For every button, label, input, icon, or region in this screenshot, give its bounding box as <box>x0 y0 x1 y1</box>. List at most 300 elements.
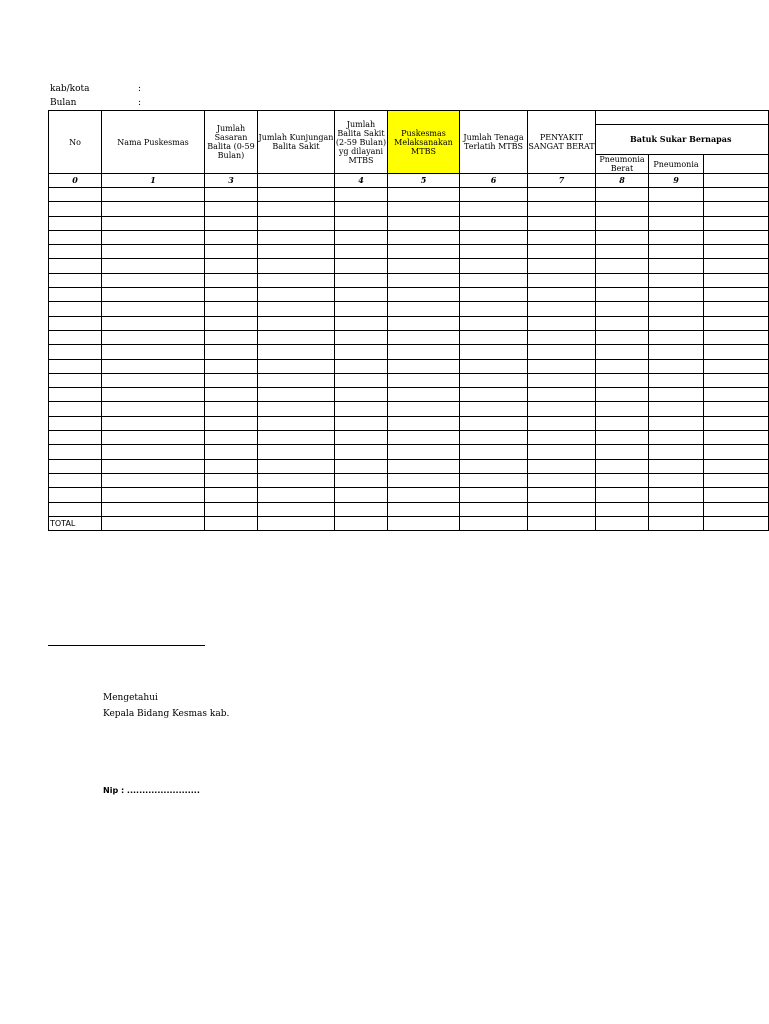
table-cell[interactable] <box>49 330 102 344</box>
table-cell[interactable] <box>460 445 528 459</box>
table-cell[interactable] <box>704 316 769 330</box>
table-cell[interactable] <box>205 273 258 287</box>
table-cell[interactable] <box>528 488 596 502</box>
table-cell[interactable] <box>596 202 649 216</box>
table-row <box>49 388 769 402</box>
table-cell[interactable] <box>649 273 704 287</box>
table-row <box>49 230 769 244</box>
table-cell[interactable] <box>49 502 102 516</box>
table-cell[interactable] <box>388 445 460 459</box>
table-cell[interactable] <box>528 431 596 445</box>
table-cell[interactable] <box>258 302 335 316</box>
table-cell[interactable] <box>596 359 649 373</box>
table-cell[interactable] <box>649 245 704 259</box>
table-cell[interactable] <box>258 259 335 273</box>
table-cell[interactable] <box>388 373 460 387</box>
table-cell[interactable] <box>596 416 649 430</box>
col-header-puskesmas-mtbs: Puskesmas Melaksanakan MTBS <box>388 111 460 174</box>
table-cell[interactable] <box>596 330 649 344</box>
table-row <box>49 488 769 502</box>
table-cell[interactable] <box>704 373 769 387</box>
col-header-tenaga-terlatih: Jumlah Tenaga Terlatih MTBS <box>460 111 528 174</box>
table-cell[interactable] <box>258 273 335 287</box>
table-row <box>49 330 769 344</box>
table-cell[interactable] <box>649 488 704 502</box>
table-cell[interactable] <box>704 188 769 202</box>
table-cell[interactable] <box>528 302 596 316</box>
table-cell[interactable] <box>460 459 528 473</box>
table-cell[interactable] <box>335 373 388 387</box>
table-cell[interactable] <box>102 459 205 473</box>
table-cell[interactable] <box>205 345 258 359</box>
table-cell[interactable] <box>388 202 460 216</box>
table-cell[interactable] <box>205 302 258 316</box>
table-cell[interactable] <box>388 431 460 445</box>
table-cell[interactable] <box>460 416 528 430</box>
table-cell[interactable] <box>388 273 460 287</box>
table-cell[interactable] <box>704 202 769 216</box>
table-cell[interactable] <box>335 488 388 502</box>
table-cell[interactable] <box>388 473 460 487</box>
table-cell[interactable] <box>704 288 769 302</box>
table-cell[interactable] <box>528 202 596 216</box>
table-cell[interactable] <box>49 245 102 259</box>
table-cell[interactable] <box>102 345 205 359</box>
table-cell[interactable] <box>102 245 205 259</box>
total-cell <box>335 516 388 530</box>
table-cell[interactable] <box>460 302 528 316</box>
kab-kota-label: kab/kota <box>50 84 90 94</box>
table-cell[interactable] <box>388 245 460 259</box>
table-cell[interactable] <box>649 188 704 202</box>
table-cell[interactable] <box>596 402 649 416</box>
table-cell[interactable] <box>704 502 769 516</box>
table-cell[interactable] <box>528 388 596 402</box>
table-cell[interactable] <box>258 431 335 445</box>
table-cell[interactable] <box>102 388 205 402</box>
table-cell[interactable] <box>596 345 649 359</box>
table-cell[interactable] <box>205 473 258 487</box>
table-cell[interactable] <box>335 230 388 244</box>
table-cell[interactable] <box>102 302 205 316</box>
table-cell[interactable] <box>528 245 596 259</box>
table-cell[interactable] <box>205 416 258 430</box>
table-cell[interactable] <box>649 216 704 230</box>
table-cell[interactable] <box>335 445 388 459</box>
table-cell[interactable] <box>335 302 388 316</box>
table-cell[interactable] <box>649 259 704 273</box>
table-cell[interactable] <box>49 316 102 330</box>
table-cell[interactable] <box>649 202 704 216</box>
kab-kota-colon: : <box>138 84 142 94</box>
table-cell[interactable] <box>335 188 388 202</box>
table-cell[interactable] <box>704 273 769 287</box>
table-cell[interactable] <box>335 316 388 330</box>
table-cell[interactable] <box>704 245 769 259</box>
index-cell <box>258 174 335 188</box>
table-cell[interactable] <box>460 473 528 487</box>
table-cell[interactable] <box>596 459 649 473</box>
table-cell[interactable] <box>258 402 335 416</box>
col-header-no: No <box>49 111 102 174</box>
table-cell[interactable] <box>258 245 335 259</box>
table-cell[interactable] <box>704 359 769 373</box>
table-cell[interactable] <box>102 431 205 445</box>
col-header-pneumonia-berat: Pneumonia Berat <box>596 155 649 174</box>
table-cell[interactable] <box>205 402 258 416</box>
table-cell[interactable] <box>388 316 460 330</box>
table-cell[interactable] <box>205 230 258 244</box>
table-cell[interactable] <box>49 416 102 430</box>
table-cell[interactable] <box>335 202 388 216</box>
table-cell[interactable] <box>205 188 258 202</box>
table-cell[interactable] <box>649 402 704 416</box>
table-cell[interactable] <box>528 502 596 516</box>
table-cell[interactable] <box>102 488 205 502</box>
table-cell[interactable] <box>460 373 528 387</box>
table-cell[interactable] <box>49 388 102 402</box>
table-cell[interactable] <box>49 202 102 216</box>
total-cell <box>596 516 649 530</box>
table-cell[interactable] <box>102 502 205 516</box>
table-cell[interactable] <box>205 445 258 459</box>
table-cell[interactable] <box>388 488 460 502</box>
bulan-label: Bulan <box>50 98 77 108</box>
table-cell[interactable] <box>102 216 205 230</box>
table-cell[interactable] <box>704 330 769 344</box>
table-cell[interactable] <box>258 202 335 216</box>
total-cell <box>388 516 460 530</box>
table-cell[interactable] <box>102 359 205 373</box>
table-cell[interactable] <box>49 488 102 502</box>
table-cell[interactable] <box>335 245 388 259</box>
table-cell[interactable] <box>704 216 769 230</box>
table-cell[interactable] <box>335 330 388 344</box>
table-cell[interactable] <box>258 473 335 487</box>
table-cell[interactable] <box>460 488 528 502</box>
index-cell: 6 <box>460 174 528 188</box>
table-cell[interactable] <box>649 473 704 487</box>
table-cell[interactable] <box>704 431 769 445</box>
total-row <box>49 516 769 530</box>
table-cell[interactable] <box>528 230 596 244</box>
table-cell[interactable] <box>649 416 704 430</box>
table-cell[interactable] <box>102 330 205 344</box>
table-cell[interactable] <box>460 188 528 202</box>
table-cell[interactable] <box>528 188 596 202</box>
table-row <box>49 302 769 316</box>
header-spacer <box>596 111 769 125</box>
table-cell[interactable] <box>460 402 528 416</box>
table-cell[interactable] <box>102 259 205 273</box>
table-cell[interactable] <box>528 373 596 387</box>
total-cell <box>649 516 704 530</box>
table-cell[interactable] <box>258 488 335 502</box>
table-cell[interactable] <box>335 459 388 473</box>
table-cell[interactable] <box>528 459 596 473</box>
table-row <box>49 259 769 273</box>
table-cell[interactable] <box>704 459 769 473</box>
table-cell[interactable] <box>258 388 335 402</box>
table-cell[interactable] <box>596 188 649 202</box>
table-cell[interactable] <box>649 288 704 302</box>
table-cell[interactable] <box>596 259 649 273</box>
table-cell[interactable] <box>258 188 335 202</box>
table-body <box>49 188 769 517</box>
table-cell[interactable] <box>205 245 258 259</box>
table-row <box>49 245 769 259</box>
table-cell[interactable] <box>102 230 205 244</box>
table-cell[interactable] <box>460 316 528 330</box>
table-cell[interactable] <box>596 431 649 445</box>
table-cell[interactable] <box>102 373 205 387</box>
table-cell[interactable] <box>388 502 460 516</box>
table-cell[interactable] <box>388 330 460 344</box>
table-cell[interactable] <box>528 345 596 359</box>
table-cell[interactable] <box>596 373 649 387</box>
table-cell[interactable] <box>258 373 335 387</box>
table-cell[interactable] <box>102 188 205 202</box>
table-cell[interactable] <box>460 259 528 273</box>
table-cell[interactable] <box>258 216 335 230</box>
table-cell[interactable] <box>460 330 528 344</box>
table-cell[interactable] <box>258 359 335 373</box>
table-cell[interactable] <box>649 316 704 330</box>
table-cell[interactable] <box>205 330 258 344</box>
table-cell[interactable] <box>335 359 388 373</box>
table-cell[interactable] <box>49 302 102 316</box>
table-cell[interactable] <box>649 431 704 445</box>
table-cell[interactable] <box>258 445 335 459</box>
table-cell[interactable] <box>49 216 102 230</box>
table-cell[interactable] <box>205 431 258 445</box>
table-cell[interactable] <box>388 216 460 230</box>
table-cell[interactable] <box>335 431 388 445</box>
table-cell[interactable] <box>102 445 205 459</box>
total-cell <box>528 516 596 530</box>
table-cell[interactable] <box>528 359 596 373</box>
total-cell <box>258 516 335 530</box>
table-cell[interactable] <box>528 316 596 330</box>
table-cell[interactable] <box>49 359 102 373</box>
table-row <box>49 273 769 287</box>
table-cell[interactable] <box>649 230 704 244</box>
table-cell[interactable] <box>704 488 769 502</box>
table-cell[interactable] <box>335 502 388 516</box>
table-cell[interactable] <box>528 402 596 416</box>
table-cell[interactable] <box>528 445 596 459</box>
table-cell[interactable] <box>205 388 258 402</box>
table-cell[interactable] <box>49 188 102 202</box>
table-cell[interactable] <box>460 273 528 287</box>
table-cell[interactable] <box>460 202 528 216</box>
table-cell[interactable] <box>596 245 649 259</box>
table-cell[interactable] <box>205 259 258 273</box>
table-cell[interactable] <box>596 216 649 230</box>
table-cell[interactable] <box>205 359 258 373</box>
table-row <box>49 216 769 230</box>
col-header-balita-mtbs: Jumlah Balita Sakit (2-59 Bulan) yg dilayani MTBS <box>335 111 388 174</box>
table-cell[interactable] <box>49 431 102 445</box>
table-cell[interactable] <box>704 473 769 487</box>
table-cell[interactable] <box>460 288 528 302</box>
table-cell[interactable] <box>49 273 102 287</box>
table-cell[interactable] <box>335 216 388 230</box>
table-cell[interactable] <box>649 359 704 373</box>
table-cell[interactable] <box>460 502 528 516</box>
table-cell[interactable] <box>528 288 596 302</box>
table-cell[interactable] <box>649 388 704 402</box>
table-cell[interactable] <box>388 459 460 473</box>
table-cell[interactable] <box>388 359 460 373</box>
table-cell[interactable] <box>596 316 649 330</box>
table-cell[interactable] <box>704 388 769 402</box>
table-cell[interactable] <box>335 288 388 302</box>
table-cell[interactable] <box>102 316 205 330</box>
table-row <box>49 316 769 330</box>
total-cell <box>704 516 769 530</box>
table-cell[interactable] <box>596 502 649 516</box>
table-row <box>49 502 769 516</box>
table-cell[interactable] <box>49 373 102 387</box>
table-cell[interactable] <box>388 188 460 202</box>
table-cell[interactable] <box>649 445 704 459</box>
table-cell[interactable] <box>704 402 769 416</box>
table-row <box>49 202 769 216</box>
table-cell[interactable] <box>258 330 335 344</box>
col-header-pneumonia: Pneumonia <box>649 155 704 174</box>
mtbs-report-table <box>48 110 769 531</box>
table-cell[interactable] <box>528 416 596 430</box>
table-cell[interactable] <box>49 288 102 302</box>
table-cell[interactable] <box>460 345 528 359</box>
table-cell[interactable] <box>335 402 388 416</box>
table-cell[interactable] <box>388 288 460 302</box>
table-cell[interactable] <box>596 288 649 302</box>
table-cell[interactable] <box>388 302 460 316</box>
table-cell[interactable] <box>460 431 528 445</box>
table-cell[interactable] <box>704 416 769 430</box>
table-cell[interactable] <box>49 402 102 416</box>
table-cell[interactable] <box>205 488 258 502</box>
table-cell[interactable] <box>460 245 528 259</box>
table-cell[interactable] <box>258 288 335 302</box>
table-cell[interactable] <box>102 473 205 487</box>
table-cell[interactable] <box>335 473 388 487</box>
total-cell <box>460 516 528 530</box>
kepala-bidang-text: Kepala Bidang Kesmas kab. <box>103 709 230 719</box>
table-cell[interactable] <box>102 416 205 430</box>
table-cell[interactable] <box>49 473 102 487</box>
table-cell[interactable] <box>49 459 102 473</box>
table-cell[interactable] <box>49 445 102 459</box>
table-cell[interactable] <box>528 259 596 273</box>
table-cell[interactable] <box>205 316 258 330</box>
table-cell[interactable] <box>205 202 258 216</box>
table-cell[interactable] <box>102 273 205 287</box>
table-cell[interactable] <box>528 473 596 487</box>
table-cell[interactable] <box>388 402 460 416</box>
table-cell[interactable] <box>205 502 258 516</box>
table-cell[interactable] <box>596 302 649 316</box>
table-cell[interactable] <box>335 345 388 359</box>
table-row <box>49 359 769 373</box>
table-cell[interactable] <box>649 330 704 344</box>
table-cell[interactable] <box>704 230 769 244</box>
table-cell[interactable] <box>102 288 205 302</box>
table-cell[interactable] <box>205 373 258 387</box>
table-cell[interactable] <box>460 216 528 230</box>
table-cell[interactable] <box>49 259 102 273</box>
table-cell[interactable] <box>704 302 769 316</box>
table-cell[interactable] <box>49 345 102 359</box>
col-header-nama-puskesmas: Nama Puskesmas <box>102 111 205 174</box>
table-cell[interactable] <box>649 373 704 387</box>
table-cell[interactable] <box>388 345 460 359</box>
table-cell[interactable] <box>528 330 596 344</box>
table-cell[interactable] <box>102 202 205 216</box>
table-cell[interactable] <box>596 388 649 402</box>
table-cell[interactable] <box>596 445 649 459</box>
table-cell[interactable] <box>388 259 460 273</box>
table-cell[interactable] <box>258 459 335 473</box>
table-cell[interactable] <box>528 273 596 287</box>
table-cell[interactable] <box>596 273 649 287</box>
table-cell[interactable] <box>335 259 388 273</box>
index-cell: 8 <box>596 174 649 188</box>
table-cell[interactable] <box>704 345 769 359</box>
table-cell[interactable] <box>258 502 335 516</box>
table-cell[interactable] <box>258 230 335 244</box>
col-header-kunjungan-balita: Jumlah Kunjungan Balita Sakit <box>258 111 335 174</box>
table-cell[interactable] <box>649 459 704 473</box>
index-cell: 0 <box>49 174 102 188</box>
table-cell[interactable] <box>460 359 528 373</box>
table-cell[interactable] <box>388 230 460 244</box>
table-cell[interactable] <box>335 416 388 430</box>
column-index-row <box>49 174 769 188</box>
table-row <box>49 445 769 459</box>
table-cell[interactable] <box>258 416 335 430</box>
table-cell[interactable] <box>205 459 258 473</box>
table-cell[interactable] <box>258 316 335 330</box>
table-cell[interactable] <box>335 273 388 287</box>
table-cell[interactable] <box>205 288 258 302</box>
table-cell[interactable] <box>649 345 704 359</box>
table-cell[interactable] <box>49 230 102 244</box>
col-header-sasaran-balita: Jumlah Sasaran Balita (0-59 Bulan) <box>205 111 258 174</box>
table-cell[interactable] <box>335 388 388 402</box>
table-cell[interactable] <box>649 302 704 316</box>
table-cell[interactable] <box>205 216 258 230</box>
table-cell[interactable] <box>704 259 769 273</box>
table-cell[interactable] <box>388 416 460 430</box>
table-cell[interactable] <box>460 388 528 402</box>
table-cell[interactable] <box>704 445 769 459</box>
table-cell[interactable] <box>388 388 460 402</box>
table-cell[interactable] <box>102 402 205 416</box>
index-cell: 5 <box>388 174 460 188</box>
table-cell[interactable] <box>596 230 649 244</box>
col-header-penyakit-sangat-berat: PENYAKIT SANGAT BERAT <box>528 111 596 174</box>
table-cell[interactable] <box>596 473 649 487</box>
table-cell[interactable] <box>528 216 596 230</box>
table-cell[interactable] <box>649 502 704 516</box>
table-cell[interactable] <box>258 345 335 359</box>
table-cell[interactable] <box>460 230 528 244</box>
table-cell[interactable] <box>596 488 649 502</box>
index-cell: 1 <box>102 174 205 188</box>
